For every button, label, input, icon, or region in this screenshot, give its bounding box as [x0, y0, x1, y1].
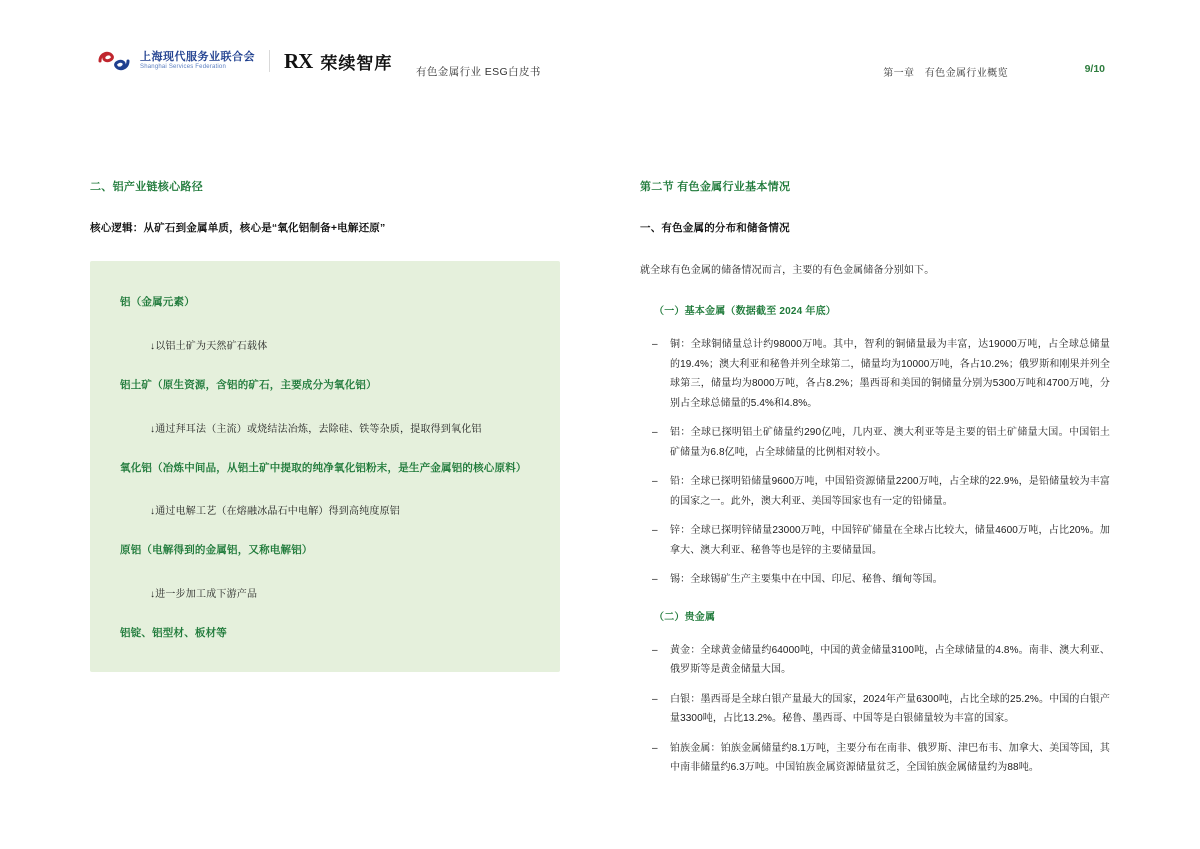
group-title-base-metals: （一）基本金属（数据截至 2024 年底） [654, 306, 837, 317]
aluminum-chain-flow-box [90, 261, 560, 672]
header-document-title: 有色金属行业 ESG白皮书 [416, 66, 541, 78]
list-item [640, 690, 1110, 729]
list-item [640, 423, 1110, 462]
federation-name-en: Shanghai Services Federation [140, 63, 226, 70]
header-chapter-label: 第一章 有色金属行业概览 [883, 68, 1008, 79]
flow-node: 铝土矿（原生资源，含铝的矿石，主要成分为氧化铝） [120, 378, 377, 391]
bullet-dash-icon: – [652, 742, 658, 754]
list-item [640, 521, 1110, 560]
right-column [640, 178, 1110, 796]
left-core-logic: 核心逻辑：从矿石到金属单质，核心是“氧化铝制备+电解还原” [90, 222, 386, 234]
left-section-title: 二、铝产业链核心路径 [90, 181, 203, 193]
list-item-text: 铅：全球已探明铅储量9600万吨，中国铅资源储量2200万吨，占全球的22.9%，是铅储量较为丰富的国家之一。此外，澳大利亚、美国等国家也有一定的铅储量。 [670, 476, 1110, 507]
list-item-text: 铜：全球铜储量总计约98000万吨。其中，智利的铜储量最为丰富，达19000万吨，占全球总储量的19.4%；澳大利亚和秘鲁并列全球第二，储量均为10000万吨，各占10.2%；俄罗斯和刚果并列全球第三，储量均为8000万吨，各占8.2%；墨西哥和美国的铜储量分别为5300万吨和4700万吨，分别占全球总储量的5.4%和4.8%。 [670, 339, 1110, 409]
bullet-dash-icon: – [652, 476, 658, 487]
right-intro-paragraph: 就全球有色金属的储备情况而言，主要的有色金属储备分别如下。 [640, 265, 935, 276]
flow-arrow: ↓通过拜耳法（主流）或烧结法冶炼，去除硅、铁等杂质，提取得到氧化铝 [150, 423, 482, 435]
bullet-dash-icon: – [652, 339, 658, 350]
flow-arrow: ↓进一步加工成下游产品 [150, 589, 258, 600]
bullet-dash-icon: – [652, 693, 658, 705]
flow-arrow: ↓通过电解工艺（在熔融冰晶石中电解）得到高纯度原铝 [150, 506, 400, 518]
left-column [90, 178, 560, 672]
brand-mark-icon: RX [284, 48, 313, 73]
base-metals-list [640, 335, 1110, 590]
federation-logo-icon [96, 48, 132, 74]
list-item [640, 739, 1110, 778]
header-page-number: 9/10 [1084, 63, 1105, 75]
flow-node: 原铝（电解得到的金属铝，又称电解铝） [120, 544, 313, 557]
list-item-text: 锡：全球锡矿生产主要集中在中国、印尼、秘鲁、缅甸等国。 [670, 574, 943, 585]
federation-name-cn: 上海现代服务业联合会 [140, 51, 255, 64]
page-header [0, 48, 1200, 88]
list-item-text: 铝：全球已探明铝土矿储量约290亿吨，几内亚、澳大利亚等是主要的铝土矿储量大国。中国铝土矿储量为6.8亿吨，占全球储量的比例相对较小。 [670, 427, 1110, 458]
flow-node: 铝（金属元素） [120, 296, 195, 308]
brand-name: 荣续智库 [320, 53, 393, 73]
list-item-text: 锌：全球已探明锌储量23000万吨，中国锌矿储量在全球占比较大，储量4600万吨，占比20%。加拿大、澳大利亚、秘鲁等也是锌的主要储量国。 [670, 525, 1110, 556]
list-item [640, 472, 1110, 511]
bullet-dash-icon: – [652, 574, 658, 585]
list-item [640, 335, 1110, 413]
right-subsection-title: 一、有色金属的分布和储备情况 [640, 222, 790, 234]
list-item-text: 黄金：全球黄金储量约64000吨，中国的黄金储量3100吨，占全球储量的4.8%。南非、澳大利亚、俄罗斯等是黄金储量大国。 [670, 644, 1110, 675]
federation-logo-text [140, 51, 255, 71]
list-item-text: 白银：墨西哥是全球白银产量最大的国家，2024年产量6300吨，占比全球的25.2%。中国的白银产量3300吨，占比13.2%。秘鲁、墨西哥、中国等是白银储量较为丰富的国家。 [670, 693, 1110, 724]
federation-logo [96, 48, 392, 74]
bullet-dash-icon: – [652, 427, 658, 438]
bullet-dash-icon: – [652, 525, 658, 536]
flow-arrow: ↓以铝土矿为天然矿石载体 [150, 340, 268, 352]
list-item [640, 570, 1110, 590]
flow-node: 氧化铝（冶炼中间品，从铝土矿中提取的纯净氧化铝粉末，是生产金属铝的核心原料） [120, 461, 527, 474]
bullet-dash-icon: – [652, 644, 658, 656]
precious-metals-list [640, 641, 1110, 778]
list-item-text: 铂族金属：铂族金属储量约8.1万吨，主要分布在南非、俄罗斯、津巴布韦、加拿大、美国等国，其中南非储量约6.3万吨。中国铂族金属资源储量贫乏，全国铂族金属储量约为88吨。 [670, 742, 1110, 773]
group-title-precious-metals: （二）贵金属 [654, 611, 716, 623]
right-section-title: 第二节 有色金属行业基本情况 [640, 181, 791, 193]
flow-node: 铝锭、铝型材、板材等 [120, 627, 227, 639]
logo-divider [269, 50, 270, 72]
list-item [640, 641, 1110, 680]
